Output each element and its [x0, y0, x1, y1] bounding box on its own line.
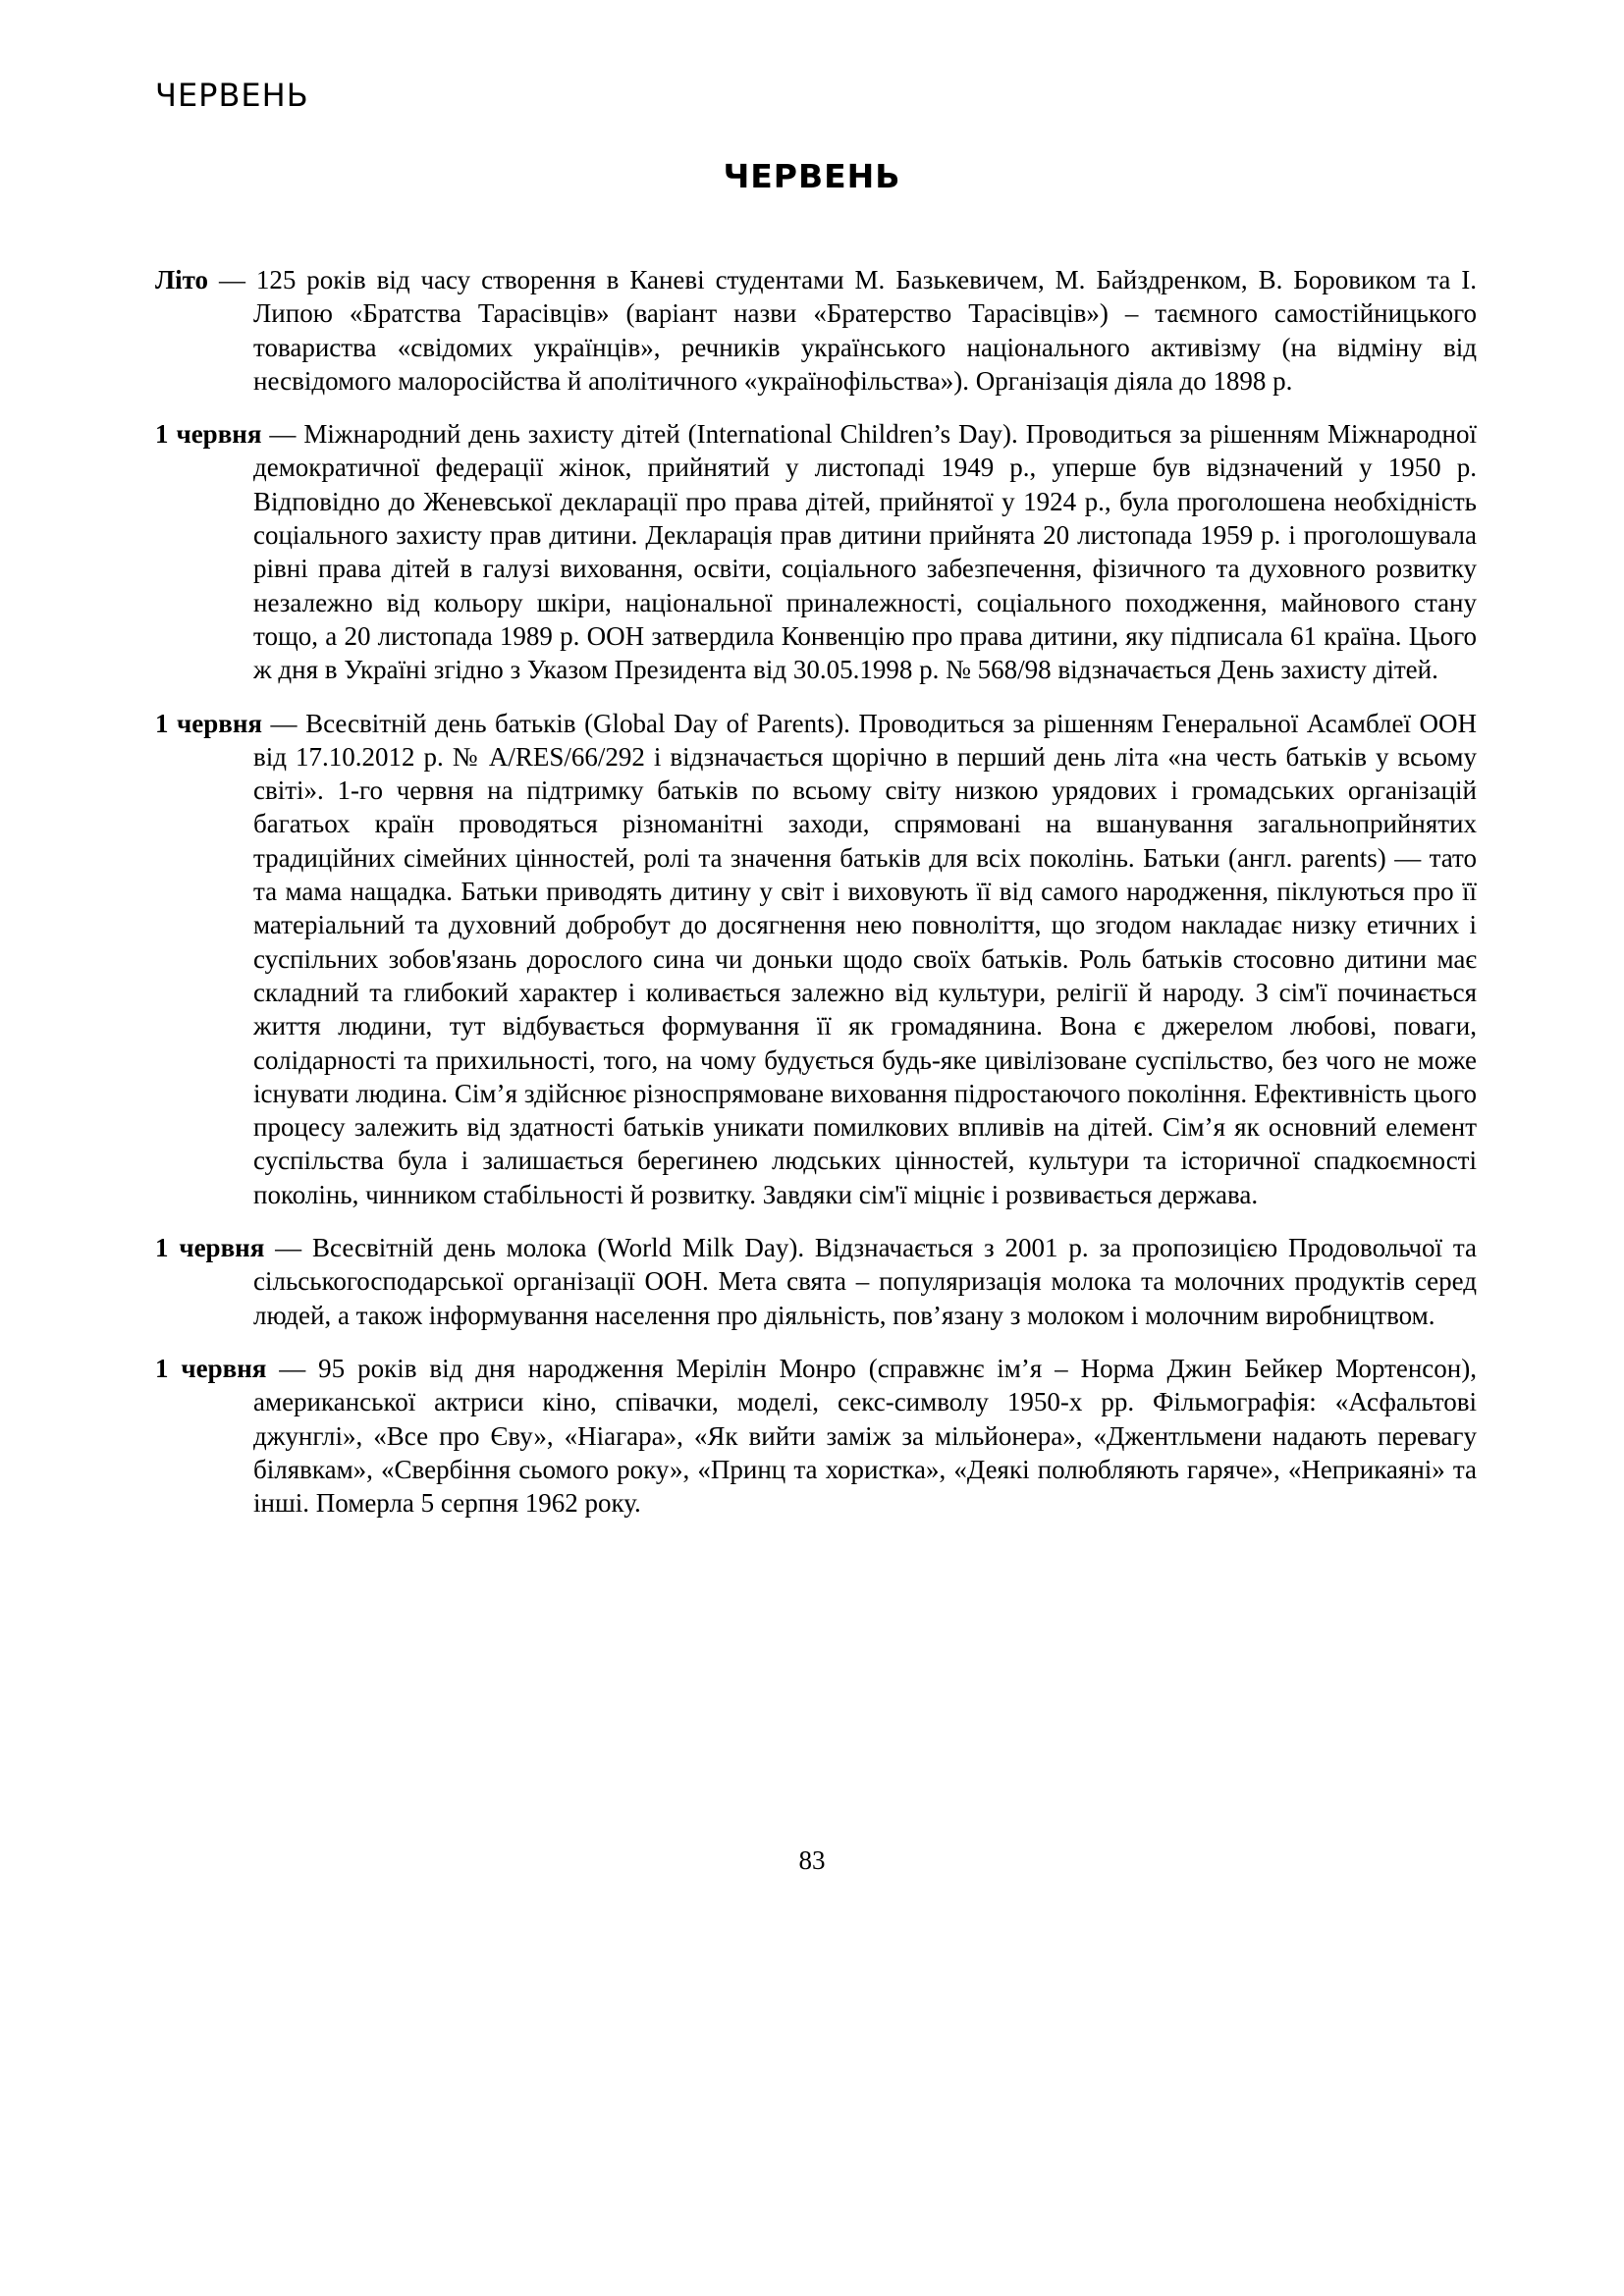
entries-list: [155, 263, 1477, 1539]
entry-parents-day: [155, 707, 1477, 1211]
entry-text: — Всесвітній день молока (World Milk Day). Відзначається з 2001 р. за пропозицією Продовольчої та сільськогосподарської організації ООН. Мета свята – популяризація молока та молочних продуктів серед людей, а також інформування населення про діяльність, пов’язану з молоком і молочним виробництвом.: [253, 1233, 1477, 1330]
page-title: ЧЕРВЕНЬ: [723, 157, 901, 195]
entry-summer: [155, 263, 1477, 398]
entry-milk-day: [155, 1231, 1477, 1332]
entry-date: 1 червня: [155, 708, 263, 738]
entry-text: — 95 років від дня народження Мерілін Монро (справжнє ім’я – Норма Джин Бейкер Мортенсон), американської актриси кіно, співачки, моделі, секс-символу 1950-х рр. Фільмографія: «Асфальтові джунглі», «Все про Єву», «Ніагара», «Як вийти заміж за мільйонера», «Джентльмени надають перевагу білявкам», «Свербіння сьомого року», «Принц та хористка», «Деякі полюбляють гаряче», «Неприкаяні» та інші. Померла 5 серпня 1962 року.: [253, 1353, 1477, 1519]
entry-date: 1 червня: [155, 419, 262, 450]
entry-children-day: [155, 417, 1477, 686]
entry-date: Літо: [155, 265, 209, 294]
entry-text: — Міжнародний день захисту дітей (International Children’s Day). Проводиться за рішенням Міжнародної демократичної федерації жінок, прийнятий у листопаді 1949 р., уперше був відзначений у 1950 р. Відповідно до Женевської декларації про права дітей, прийнятої у 1924 р., була проголошена необхідність соціального захисту прав дитини. Декларація прав дитини прийнята 20 листопада 1959 р. і проголошувала рівні права дітей в галузі виховання, освіти, соціального забезпечення, фізичного та духовного розвитку незалежно від кольору шкіри, національної приналежності, соціального походження, майнового стану тощо, а 20 листопада 1989 р. ООН затвердила Конвенцію про права дитини, яку підписала 61 країна. Цього ж дня в Україні згідно з Указом Президента від 30.05.1998 р. № 568/98 відзначається День захисту дітей.: [253, 419, 1477, 685]
entry-marilyn-monroe: [155, 1352, 1477, 1520]
entry-text: — 125 років від часу створення в Каневі студентами М. Базькевичем, М. Байздренком, В. Боровиком та І. Липою «Братства Тарасівців» (варіант назви «Братерство Тарасівців») – таємного самостійницького товариства «свідомих українців», речників українського національного активізму (на відміну від несвідомого малоросійства й аполітичного «українофільства»). Організація діяла до 1898 р.: [208, 265, 1477, 396]
entry-text: — Всесвітній день батьків (Global Day of Parents). Проводиться за рішенням Генеральної Асамблеї ООН від 17.10.2012 р. № A/RES/66/292 і відзначається щорічно в перший день літа «на честь батьків у всьому світі». 1-го червня на підтримку батьків по всьому світу низкою урядових і громадських організацій багатьох країн проводяться різноманітні заходи, спрямовані на вшанування загальноприйнятих традиційних сімейних цінностей, ролі та значення батьків для всіх поколінь. Батьки (англ. parents) — тато та мама нащадка. Батьки приводять дитину у світ і виховують її від самого народження, піклуються про її матеріальний та духовний добробут до досягнення нею повноліття, що згодом накладає низку етичних і суспільних зобов'язань дорослого сина чи доньки щодо своїх батьків. Роль батьків стосовно дитини має складний та глибокий характер і коливається залежно від культури, релігії й народу. З сім'ї починається життя людини, тут відбувається формування її як громадянина. Вона є джерелом любові, поваги, солідарності та прихильності, того, на чому будується будь-яке цивілізоване суспільство, без чого не може існувати людина. Сім’я здійснює різноспрямоване виховання підростаючого покоління. Ефективність цього процесу залежить від здатності батьків уникати помилкових впливів на дітей. Сім’я як основний елемент суспільства була і залишається берегинею людських цінностей, культури та історичної спадкоємності поколінь, чинником стабільності й розвитку. Завдяки сім'ї міцніє і розвивається держава.: [253, 708, 1477, 1209]
entry-date: 1 червня: [155, 1353, 267, 1383]
entry-date: 1 червня: [155, 1233, 265, 1263]
page-number: 83: [798, 1845, 826, 1875]
running-head: ЧЕРВЕНЬ: [155, 77, 309, 114]
